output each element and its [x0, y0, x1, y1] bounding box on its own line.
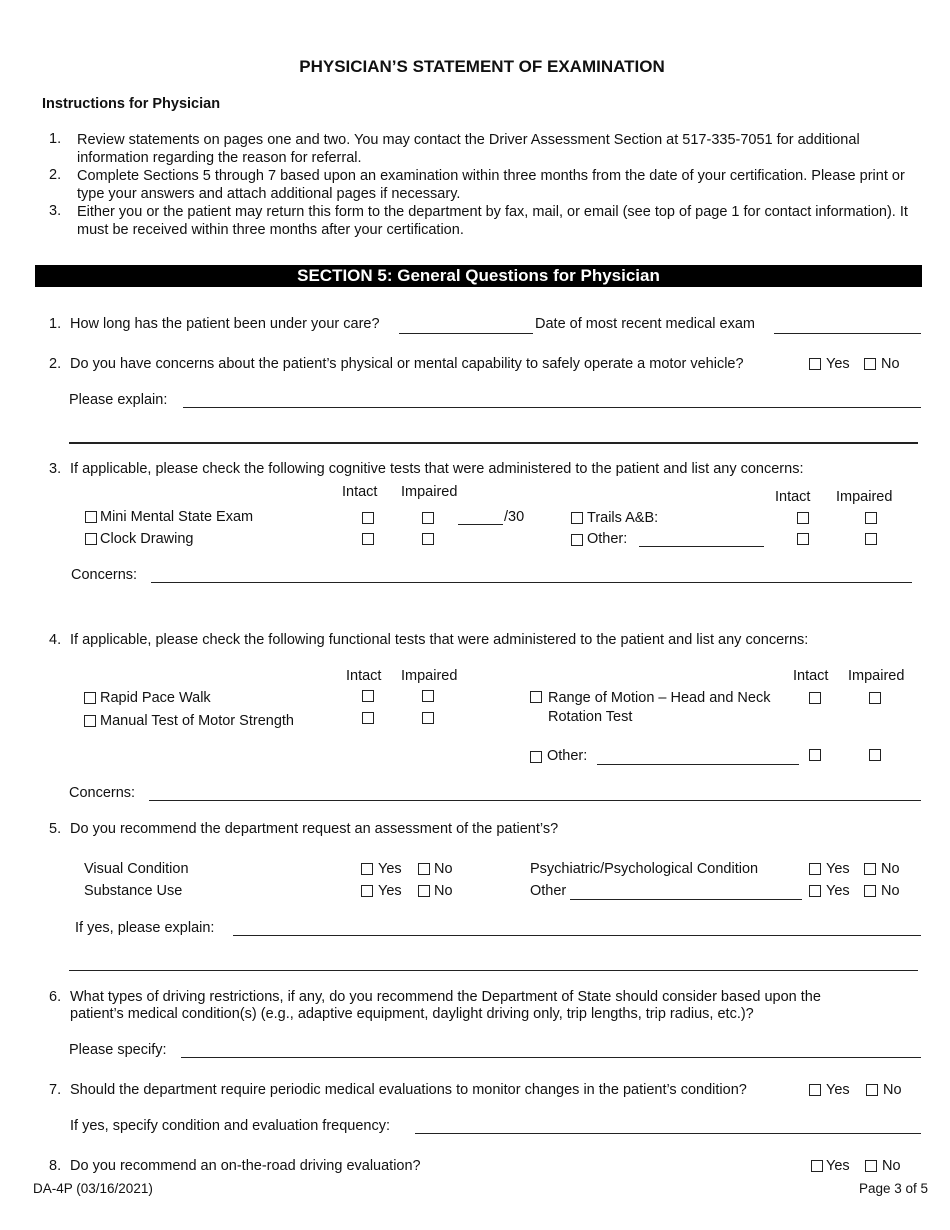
q8-yes-label: Yes: [826, 1158, 850, 1174]
q7-no-label: No: [883, 1082, 902, 1098]
q1-number: 1.: [49, 316, 62, 332]
rapid-walk-intact-checkbox[interactable]: [362, 690, 374, 702]
q6-specify-label: Please specify:: [69, 1042, 167, 1058]
mmse-score-field[interactable]: [458, 524, 503, 525]
substance-no-label: No: [434, 883, 453, 899]
q2-text: Do you have concerns about the patient’s physical or mental capability to safely operate a motor vehicle?: [70, 356, 744, 372]
form-id: DA-4P (03/16/2021): [33, 1181, 153, 1196]
assessment-other-yes-checkbox[interactable]: [809, 885, 821, 897]
q4-intact-header: Intact: [346, 668, 382, 684]
instruction-text: Either you or the patient may return this form to the department by fax, mail, or email (see top of page 1 for contact information). It must be received within three months after your certification.: [77, 204, 908, 238]
cognitive-other-impaired-checkbox[interactable]: [865, 533, 877, 545]
q2-explain-label: Please explain:: [69, 392, 168, 408]
cognitive-other-field[interactable]: [639, 546, 764, 547]
substance-yes-label: Yes: [378, 883, 402, 899]
q3-text: If applicable, please check the following cognitive tests that were administered to the patient and list any concerns:: [70, 461, 804, 477]
q5-explain-field[interactable]: [233, 935, 921, 936]
q7-yes-checkbox[interactable]: [809, 1084, 821, 1096]
page-title: PHYSICIAN’S STATEMENT OF EXAMINATION: [299, 57, 665, 76]
q2-explain-field-line2[interactable]: [69, 442, 918, 444]
psych-condition-label: Psychiatric/Psychological Condition: [530, 861, 759, 877]
q2-no-checkbox[interactable]: [864, 358, 876, 370]
care-duration-field[interactable]: [399, 333, 533, 334]
trails-label: Trails A&B:: [587, 510, 659, 526]
visual-yes-checkbox[interactable]: [361, 863, 373, 875]
q6-number: 6.: [49, 989, 62, 1005]
instruction-text: Complete Sections 5 through 7 based upon an examination within three months from the date of your certification. Please print or type your answers and attach additional pages if necessary.: [77, 168, 905, 202]
q6-text-line2: patient’s medical condition(s) (e.g., adaptive equipment, daylight driving only, trip lengths, trip radius, etc.)?: [70, 1006, 754, 1022]
q4-impaired-header-right: Impaired: [848, 668, 905, 684]
motor-strength-label: Manual Test of Motor Strength: [100, 713, 294, 729]
range-of-motion-label: Range of Motion – Head and Neck: [548, 690, 771, 706]
page-number: Page 3 of 5: [858, 1181, 928, 1196]
trails-checkbox[interactable]: [571, 512, 583, 524]
q8-no-label: No: [882, 1158, 901, 1174]
q3-impaired-header: Impaired: [401, 484, 458, 500]
mmse-label: Mini Mental State Exam: [100, 509, 254, 525]
functional-other-impaired-checkbox[interactable]: [869, 749, 881, 761]
cognitive-other-checkbox[interactable]: [571, 534, 583, 546]
rapid-walk-checkbox[interactable]: [84, 692, 96, 704]
q3-intact-header-right: Intact: [775, 489, 811, 505]
assessment-other-no-label: No: [881, 883, 900, 899]
visual-no-checkbox[interactable]: [418, 863, 430, 875]
functional-other-label: Other:: [547, 748, 588, 764]
range-of-motion-label-2: Rotation Test: [548, 709, 633, 725]
q7-yes-label: Yes: [826, 1082, 850, 1098]
substance-yes-checkbox[interactable]: [361, 885, 373, 897]
functional-other-checkbox[interactable]: [530, 751, 542, 763]
q4-text: If applicable, please check the following functional tests that were administered to the patient and list any concerns:: [70, 632, 809, 648]
psych-yes-label: Yes: [826, 861, 850, 877]
q8-no-checkbox[interactable]: [865, 1160, 877, 1172]
q8-number: 8.: [49, 1158, 62, 1174]
substance-use-label: Substance Use: [84, 883, 183, 899]
q1-text: How long has the patient been under your care?: [70, 316, 380, 332]
instruction-text: Review statements on pages one and two. You may contact the Driver Assessment Section at 517-335-7051 for additional information regarding the reason for referral.: [77, 132, 860, 166]
cognitive-other-intact-checkbox[interactable]: [797, 533, 809, 545]
assessment-other-yes-label: Yes: [826, 883, 850, 899]
mmse-checkbox[interactable]: [85, 511, 97, 523]
q7-specify-label: If yes, specify condition and evaluation frequency:: [70, 1118, 390, 1134]
assessment-other-label: Other: [530, 883, 567, 899]
instruction-number: 1.: [49, 131, 62, 147]
q3-intact-header: Intact: [342, 484, 378, 500]
instruction-number: 2.: [49, 167, 62, 183]
psych-no-label: No: [881, 861, 900, 877]
q4-number: 4.: [49, 632, 62, 648]
q3-number: 3.: [49, 461, 62, 477]
clock-drawing-label: Clock Drawing: [100, 531, 194, 547]
q7-number: 7.: [49, 1082, 62, 1098]
q7-no-checkbox[interactable]: [866, 1084, 878, 1096]
motor-strength-impaired-checkbox[interactable]: [422, 712, 434, 724]
substance-no-checkbox[interactable]: [418, 885, 430, 897]
q6-text: What types of driving restrictions, if any, do you recommend the Department of State should consider based upon the: [70, 989, 821, 1005]
section-5-banner: SECTION 5: General Questions for Physician: [35, 265, 922, 287]
q1-date-label: Date of most recent medical exam: [535, 316, 756, 332]
functional-other-field[interactable]: [597, 764, 799, 765]
psych-yes-checkbox[interactable]: [809, 863, 821, 875]
visual-no-label: No: [434, 861, 453, 877]
mmse-score-suffix: /30: [504, 509, 525, 525]
q3-concerns-field[interactable]: [151, 582, 912, 583]
rapid-walk-label: Rapid Pace Walk: [100, 690, 211, 706]
q2-yes-label: Yes: [826, 356, 850, 372]
visual-yes-label: Yes: [378, 861, 402, 877]
motor-strength-intact-checkbox[interactable]: [362, 712, 374, 724]
recent-exam-date-field[interactable]: [774, 333, 921, 334]
q8-text: Do you recommend an on-the-road driving evaluation?: [70, 1158, 421, 1174]
q5-explain-field-line2[interactable]: [69, 970, 918, 971]
q2-number: 2.: [49, 356, 62, 372]
q5-text: Do you recommend the department request an assessment of the patient’s?: [70, 821, 559, 837]
q4-concerns-field[interactable]: [149, 800, 921, 801]
q5-number: 5.: [49, 821, 62, 837]
trails-impaired-checkbox[interactable]: [865, 512, 877, 524]
mmse-intact-checkbox[interactable]: [362, 512, 374, 524]
instructions-heading: Instructions for Physician: [42, 96, 221, 112]
mmse-impaired-checkbox[interactable]: [422, 512, 434, 524]
cognitive-other-label: Other:: [587, 531, 628, 547]
range-of-motion-impaired-checkbox[interactable]: [869, 692, 881, 704]
q2-yes-checkbox[interactable]: [809, 358, 821, 370]
trails-intact-checkbox[interactable]: [797, 512, 809, 524]
q7-specify-field[interactable]: [415, 1133, 921, 1134]
rapid-walk-impaired-checkbox[interactable]: [422, 690, 434, 702]
q4-intact-header-right: Intact: [793, 668, 829, 684]
range-of-motion-checkbox[interactable]: [530, 691, 542, 703]
clock-impaired-checkbox[interactable]: [422, 533, 434, 545]
clock-intact-checkbox[interactable]: [362, 533, 374, 545]
range-of-motion-intact-checkbox[interactable]: [809, 692, 821, 704]
q3-concerns-label: Concerns:: [71, 567, 138, 583]
q5-explain-label: If yes, please explain:: [75, 920, 215, 936]
instruction-number: 3.: [49, 203, 62, 219]
q2-no-label: No: [881, 356, 900, 372]
visual-condition-label: Visual Condition: [84, 861, 189, 877]
q6-specify-field[interactable]: [181, 1057, 921, 1058]
psych-no-checkbox[interactable]: [864, 863, 876, 875]
clock-drawing-checkbox[interactable]: [85, 533, 97, 545]
motor-strength-checkbox[interactable]: [84, 715, 96, 727]
q4-concerns-label: Concerns:: [69, 785, 136, 801]
q8-yes-checkbox[interactable]: [811, 1160, 823, 1172]
q4-impaired-header: Impaired: [401, 668, 458, 684]
q2-explain-field[interactable]: [183, 407, 921, 408]
assessment-other-no-checkbox[interactable]: [864, 885, 876, 897]
q3-impaired-header-right: Impaired: [836, 489, 893, 505]
assessment-other-field[interactable]: [570, 899, 802, 900]
functional-other-intact-checkbox[interactable]: [809, 749, 821, 761]
q7-text: Should the department require periodic medical evaluations to monitor changes in the patient’s condition?: [70, 1082, 747, 1098]
